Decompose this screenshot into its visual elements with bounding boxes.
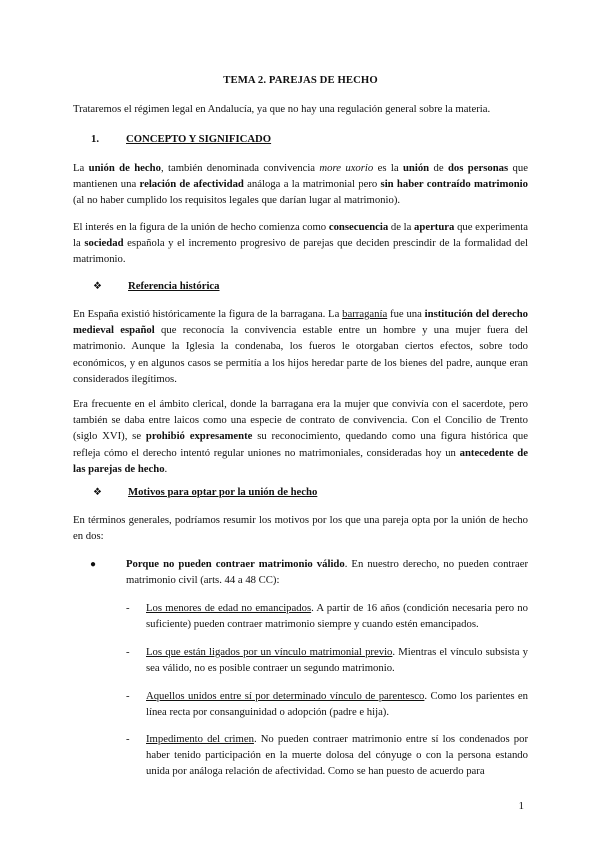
section-number: 1. [91, 133, 100, 145]
dash-item [126, 688, 528, 720]
bullet-dot-icon: ● [90, 559, 97, 570]
dash-marker: - [126, 646, 130, 658]
document-title: TEMA 2. PAREJAS DE HECHO [223, 74, 378, 86]
intro-paragraph: Trataremos el régimen legal en Andalucía, ya que no hay una regulación general sobre la materia. [73, 103, 491, 115]
dash-item [126, 600, 528, 632]
bullet-text: Porque no pueden contraer matrimonio válido. En nuestro derecho, no pueden contraer matrimonio civil (arts. 44 a 48 CC): [126, 558, 529, 587]
diamond-bullet-icon: ❖ [93, 281, 102, 292]
historic-paragraph-1: En España existió históricamente la figura de la barragana. La barraganía fue una institución del derecho medieval español que reconocía la convivencia estable entre un hombre y una mujer fuera del matrimonio. Aunque la Iglesia la condenaba, los fueros le otorgaban ciertos efectos, sobre todo económicos, y en algunos casos se permitía a los hijos heredar parte de los bienes del padre, aunque eran considerados ilegítimos. [73, 308, 529, 385]
dash-item [126, 731, 528, 780]
subheading-title: Motivos para optar por la unión de hecho [128, 486, 318, 498]
diamond-bullet-icon: ❖ [93, 487, 102, 498]
subheading-motivos [73, 484, 528, 501]
dash-marker: - [126, 690, 130, 702]
dash-marker: - [126, 602, 130, 614]
bullet-item-no-matrimonio [73, 556, 528, 588]
interest-paragraph: El interés en la figura de la unión de hecho comienza como consecuencia de la apertura que experimenta la sociedad española y el incremento progresivo de parejas que deciden prescindir de la formalidad del matrimonio. [73, 221, 528, 266]
page-number: 1 [518, 800, 524, 812]
historic-paragraph-2: Era frecuente en el ámbito clerical, donde la barragana era la mujer que convivía con el sacerdote, pero también se daba entre laicos como una especie de contrato de convivencia. Con el Concilio de Trento (siglo XVI), se prohibió expresamente su reconocimiento, quedando como una figura histórica que refleja cómo el derecho intentó regular uniones no matrimoniales, consideradas hoy un antecedente de las parejas de hecho. [73, 398, 528, 475]
subheading-title: Referencia histórica [128, 280, 220, 292]
dash-item-text: Los que están ligados por un vínculo matrimonial previo. Mientras el vínculo subsista y sea válido, no es posible contraer un segundo matrimonio. [146, 646, 529, 675]
subheading-referencia-historica [73, 278, 528, 295]
dash-item-text: Aquellos unidos entre sí por determinado vínculo de parentesco. Como los parientes en línea recta por consanguinidad o adopción (padre e hija). [146, 690, 528, 719]
section-title: CONCEPTO Y SIGNIFICADO [126, 133, 272, 145]
dash-item-text: Impedimento del crimen. No pueden contraer matrimonio entre sí los condenados por haber tenido participación en la muerte dolosa del cónyuge o con la persona estando unida por análoga relación de afectividad. Como se han puesto de acuerdo para [146, 733, 528, 778]
section-heading-concepto [73, 131, 528, 147]
dash-item [126, 644, 528, 676]
dash-marker: - [126, 733, 130, 745]
dash-item-text: Los menores de edad no emancipados. A partir de 16 años (condición necesaria pero no suficiente) pueden contraer matrimonio siempre y cuando estén emancipados. [146, 602, 528, 631]
motives-intro-paragraph: En términos generales, podríamos resumir los motivos por los que una pareja opta por la unión de hecho en dos: [73, 514, 528, 543]
concept-paragraph: La unión de hecho, también denominada convivencia more uxorio es la unión de dos personas que mantienen una relación de afectividad análoga a la matrimonial pero sin haber contraído matrimonio (al no haber cumplido los requisitos legales que darían lugar al matrimonio). [73, 162, 528, 207]
